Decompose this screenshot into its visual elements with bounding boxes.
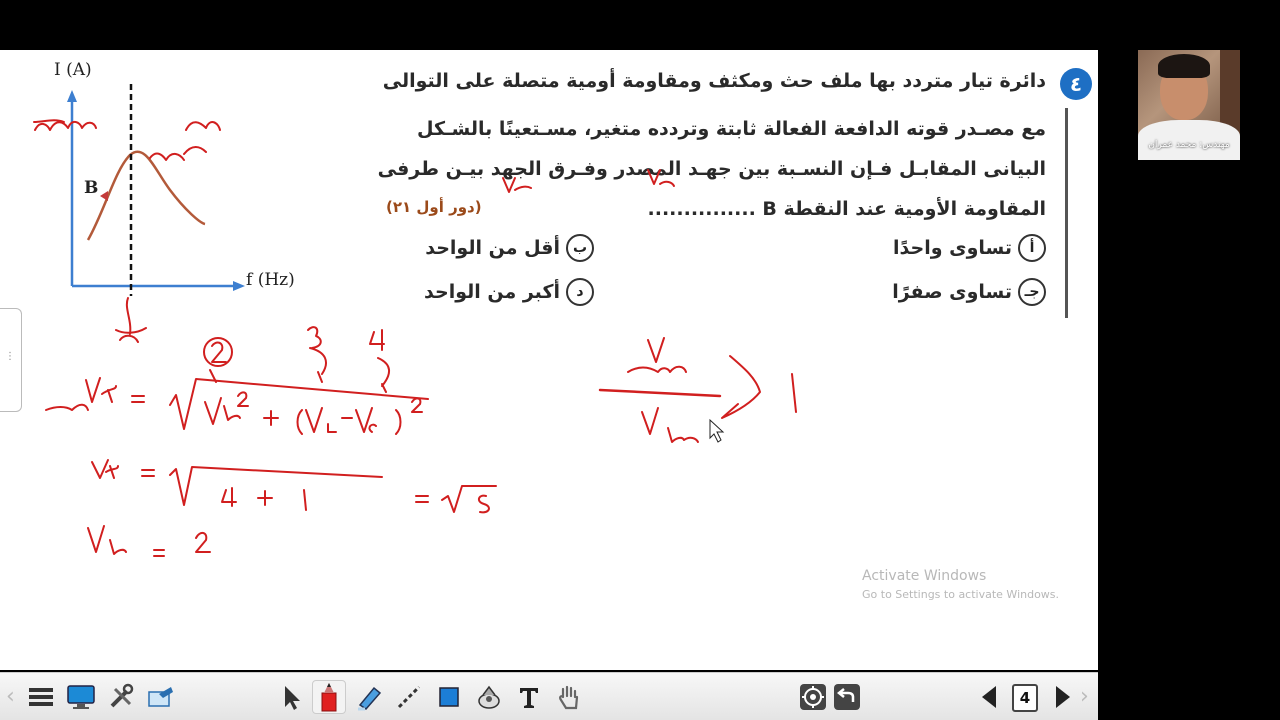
- screen-capture-button[interactable]: [144, 680, 178, 714]
- sqrt-sign-2: [170, 467, 382, 505]
- plus-sign-1: [264, 411, 278, 425]
- activate-windows-watermark: [862, 568, 1059, 601]
- watermark-title: Activate Windows: [862, 568, 987, 584]
- ratio-denominator: [642, 408, 698, 442]
- question-line-1: دائرة تيار متردد بها ملف حث ومكثف ومقاومة أومية متصلة على التوالى: [382, 70, 1046, 92]
- display-button[interactable]: [64, 680, 98, 714]
- option-c-badge: جـ: [1018, 278, 1046, 306]
- option-b-text: أقل من الواحد: [425, 237, 560, 259]
- previous-page-button[interactable]: [972, 680, 1006, 714]
- line-tool-button[interactable]: [392, 680, 426, 714]
- step-arrow-4: [378, 358, 389, 392]
- red-pen-icon: [316, 681, 342, 713]
- step-arrow-3: [310, 348, 326, 382]
- select-tool-button[interactable]: [274, 680, 308, 714]
- webcam-feed: [1138, 50, 1240, 152]
- option-c-text: تساوى صفرًا: [892, 281, 1012, 303]
- digit-4: [222, 488, 236, 506]
- sqrt-five: [442, 486, 496, 512]
- digit-1: [304, 490, 306, 510]
- mouse-cursor-icon: [710, 420, 723, 442]
- step-number-4: [370, 330, 384, 350]
- hand-icon: [555, 683, 583, 711]
- rectangle-icon: [436, 684, 462, 710]
- question-line-4: المقاومة الأومية عند النقطة B ...............: [647, 198, 1046, 220]
- text-tool-button[interactable]: [512, 680, 546, 714]
- note-above-right: [150, 122, 220, 160]
- highlighter-tool-button[interactable]: [352, 680, 386, 714]
- ratio-arrow: [722, 356, 760, 418]
- question-line-2: مع مصـدر قوته الدافعة الفعالة ثابتة وتردده متغير، مسـتعينًا بالشـكل: [417, 118, 1046, 140]
- screen-capture-icon: [147, 684, 175, 710]
- note-above-left: [34, 120, 96, 130]
- undo-button[interactable]: [830, 680, 864, 714]
- undo-icon: [833, 683, 861, 711]
- whiteboard-canvas[interactable]: [0, 50, 1098, 709]
- note-f-label: [116, 298, 146, 342]
- monitor-icon: [66, 684, 96, 710]
- vr-squared: [205, 392, 248, 424]
- sqrt-sign-1: [170, 379, 428, 429]
- option-a-text: تساوى واحدًا: [893, 237, 1012, 259]
- tools-icon: [107, 683, 135, 711]
- pointer-icon: [278, 683, 304, 711]
- vr-equals-2: [88, 526, 210, 556]
- step-number-3: [308, 327, 321, 348]
- pen-tool-button[interactable]: [312, 680, 346, 714]
- vt-symbol-2: [92, 460, 154, 478]
- toolbar-collapse-right-icon[interactable]: ›: [1080, 684, 1089, 709]
- note-vc: [648, 170, 674, 186]
- toolbar-collapse-left-icon[interactable]: ‹: [6, 684, 15, 709]
- question-number-badge: ٤: [1060, 68, 1092, 100]
- eraser-tool-button[interactable]: [472, 680, 506, 714]
- page-number-box[interactable]: 4: [1012, 684, 1038, 712]
- tools-button[interactable]: [104, 680, 138, 714]
- note-vr: [503, 178, 531, 192]
- vl-minus-vc-squared: [298, 398, 423, 434]
- pan-tool-button[interactable]: [552, 680, 586, 714]
- equals-sign: [416, 496, 428, 502]
- webcam-presenter-hair: [1158, 54, 1210, 78]
- chevron-left-icon: [977, 683, 1001, 711]
- question-line-3: البيانى المقابـل فـإن النسـبة بين جهـد المصدر وفـرق الجهد بيـن طرفى: [377, 158, 1046, 180]
- menu-button[interactable]: [24, 680, 58, 714]
- target-gear-icon: [799, 683, 827, 711]
- ratio-fraction-line: [600, 390, 720, 396]
- handle-grip-icon: ⋮: [5, 351, 15, 362]
- eraser-icon: [475, 683, 503, 711]
- text-icon: [516, 684, 542, 710]
- option-b-badge: ب: [566, 234, 594, 262]
- menu-icon: [27, 685, 55, 709]
- vt-symbol: [86, 378, 144, 402]
- question-source: (دور أول ٢١): [386, 198, 482, 216]
- x-axis-label: f (Hz): [246, 270, 295, 290]
- vt-subscript-note: [46, 405, 88, 410]
- point-b-label: B: [84, 178, 99, 198]
- bottom-toolbar: [0, 672, 1098, 720]
- y-axis-label: I (A): [54, 60, 92, 80]
- chevron-right-icon: [1051, 683, 1075, 711]
- ratio-result-one: [792, 374, 796, 412]
- next-page-button[interactable]: [1046, 680, 1080, 714]
- webcam-caption: مهندس: محمد عمران: [1148, 140, 1230, 150]
- option-a-badge: أ: [1018, 234, 1046, 262]
- ratio-numerator: [628, 338, 686, 372]
- dashed-line-icon: [395, 683, 423, 711]
- settings-button[interactable]: [796, 680, 830, 714]
- plus-sign-2: [258, 491, 272, 505]
- watermark-subtitle: Go to Settings to activate Windows.: [862, 588, 1060, 601]
- option-d-text: أكبر من الواحد: [424, 281, 560, 303]
- shape-tool-button[interactable]: [432, 680, 466, 714]
- step-number-2: [212, 343, 226, 362]
- side-panel-handle[interactable]: [0, 308, 22, 412]
- option-d-badge: د: [566, 278, 594, 306]
- highlighter-icon: [355, 683, 383, 711]
